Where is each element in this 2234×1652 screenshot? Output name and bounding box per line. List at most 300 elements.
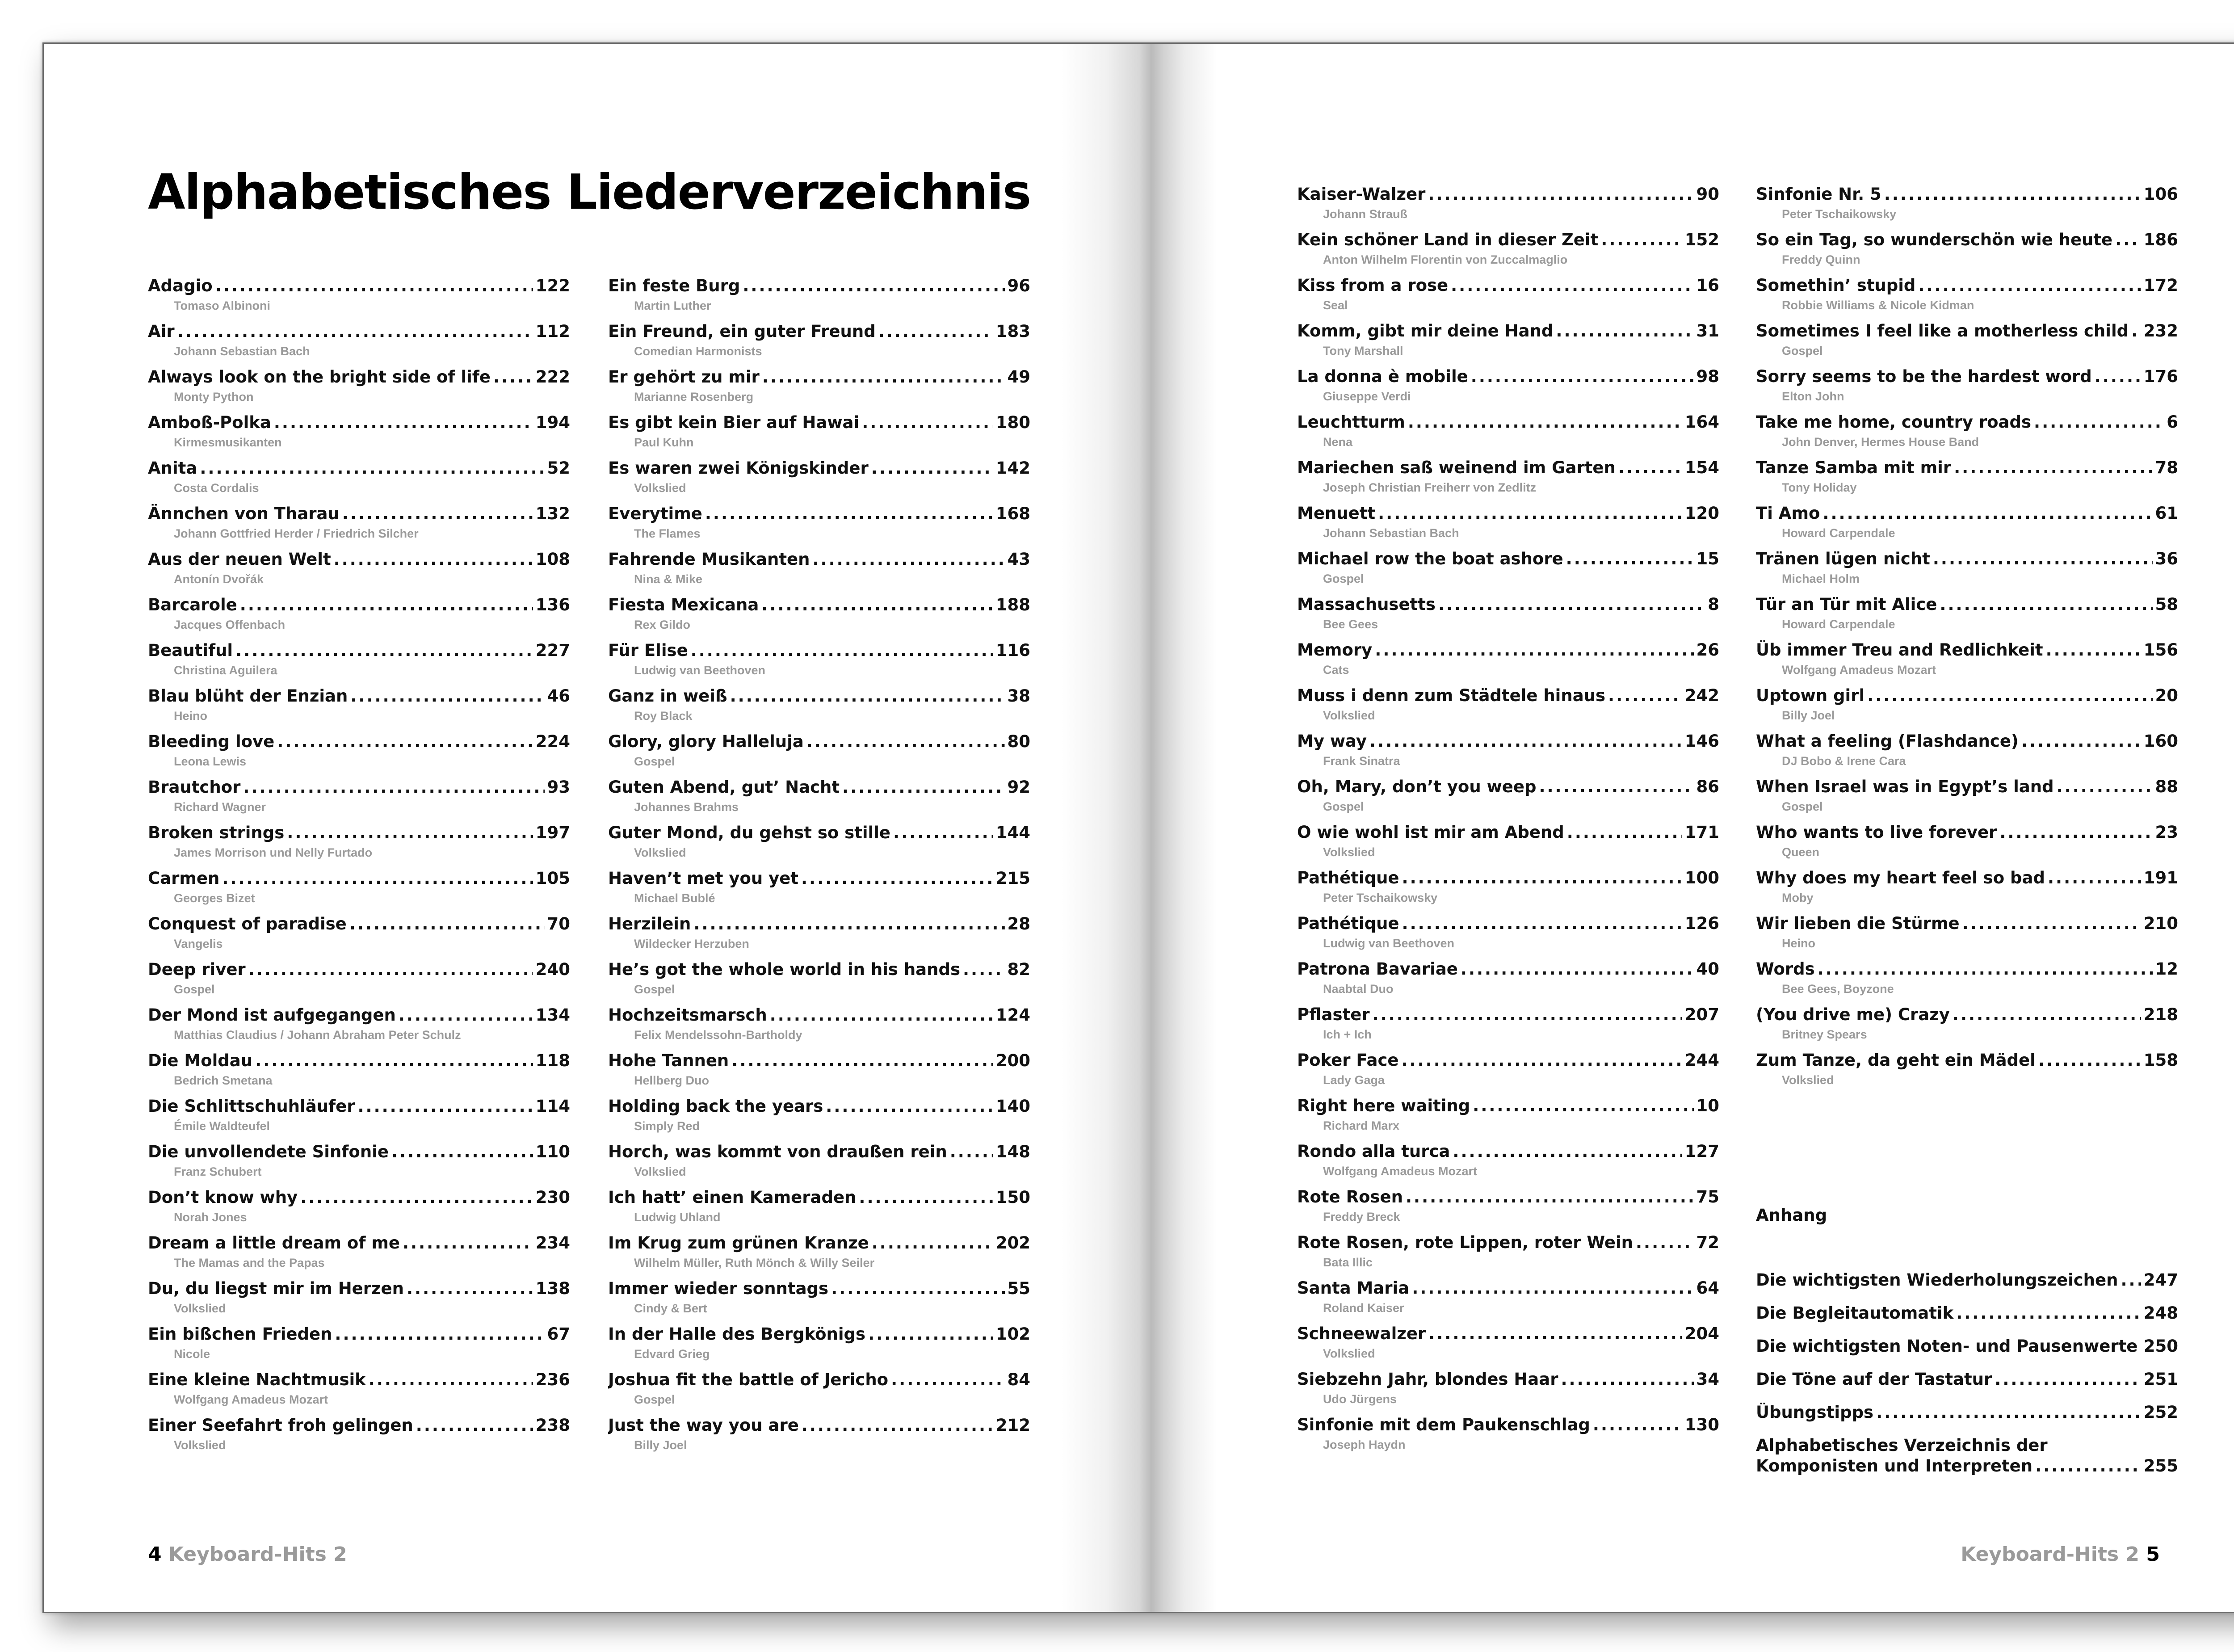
song-title: Holding back the years xyxy=(608,1097,823,1116)
artist-name: Johann Strauß xyxy=(1323,207,1408,221)
artist-name: Tony Marshall xyxy=(1323,344,1403,357)
dot-leader xyxy=(334,550,533,569)
song-title: Adagio xyxy=(148,276,213,295)
song-title: Haven’t met you yet xyxy=(608,869,798,888)
song-title: Don’t know why xyxy=(148,1188,298,1207)
song-title: Conquest of paradise xyxy=(148,914,347,933)
song-title: Aus der neuen Welt xyxy=(148,550,331,569)
appendix-entry xyxy=(1756,1370,2178,1403)
appendix-title: Übungstipps xyxy=(1756,1403,1874,1422)
index-entry xyxy=(1297,1415,1719,1461)
entry-line xyxy=(148,1097,570,1117)
page-number: 204 xyxy=(1684,1324,1719,1343)
dot-leader xyxy=(243,778,544,797)
entry-line xyxy=(608,778,1030,798)
page-number: 138 xyxy=(535,1279,570,1298)
song-title: Bleeding love xyxy=(148,732,275,751)
entry-line xyxy=(1297,823,1719,843)
artist-name: Heino xyxy=(1782,937,1816,950)
appendix-heading: Anhang xyxy=(1756,1206,1827,1225)
dot-leader xyxy=(730,686,1005,706)
page-number: 114 xyxy=(535,1097,570,1116)
song-title: Pathétique xyxy=(1297,914,1399,933)
index-entry xyxy=(1756,185,2178,230)
dot-leader xyxy=(806,732,1005,751)
artist-name: Howard Carpendale xyxy=(1782,526,1895,540)
page-number: 251 xyxy=(2143,1370,2178,1389)
index-entry xyxy=(1297,1142,1719,1187)
entry-line xyxy=(1297,640,1719,661)
dot-leader xyxy=(369,1370,533,1389)
song-title: Just the way you are xyxy=(608,1416,799,1435)
index-entry xyxy=(608,1370,1030,1416)
index-entry xyxy=(1297,230,1719,276)
page-number: 67 xyxy=(547,1324,570,1344)
entry-line xyxy=(148,1370,570,1391)
entry-line xyxy=(608,960,1030,980)
song-title: Horch, was kommt von draußen rein xyxy=(608,1142,947,1161)
page-number: 64 xyxy=(1696,1278,1719,1298)
song-title: Du, du liegst mir im Herzen xyxy=(148,1279,404,1298)
dot-leader xyxy=(1567,823,1682,842)
index-entry xyxy=(1756,504,2178,549)
dot-leader xyxy=(705,504,993,523)
page-number: 90 xyxy=(1696,185,1719,204)
page-number: 116 xyxy=(995,641,1030,660)
song-title: Everytime xyxy=(608,504,702,523)
index-entry xyxy=(1297,777,1719,823)
page-title: Alphabetisches Liederverzeichnis xyxy=(148,164,1031,220)
index-entry xyxy=(1297,185,1719,230)
song-title: Pflaster xyxy=(1297,1005,1370,1024)
open-book xyxy=(42,42,2234,1613)
index-entry xyxy=(148,1416,570,1461)
entry-line xyxy=(608,914,1030,935)
page-number: 250 xyxy=(2143,1337,2178,1356)
artist-name: James Morrison und Nelly Furtado xyxy=(174,846,373,859)
song-title: Right here waiting xyxy=(1297,1096,1470,1115)
song-title: Wir lieben die Stürme xyxy=(1756,914,1960,933)
dot-leader xyxy=(1401,1051,1682,1070)
artist-name: Monty Python xyxy=(174,390,254,404)
dot-leader xyxy=(878,322,993,341)
artist-name: Johann Sebastian Bach xyxy=(1323,526,1459,540)
book-title-left: Keyboard-Hits 2 xyxy=(168,1543,347,1566)
entry-line xyxy=(148,686,570,707)
page-number: 236 xyxy=(535,1370,570,1389)
artist-name: DJ Bobo & Irene Cara xyxy=(1782,754,1906,768)
page-number: 191 xyxy=(2143,868,2178,887)
song-title: When Israel was in Egypt’s land xyxy=(1756,777,2054,796)
page-number: 154 xyxy=(1684,458,1719,477)
page-number: 26 xyxy=(1696,640,1719,660)
artist-name: Matthias Claudius / Johann Abraham Peter Schulz xyxy=(174,1028,461,1042)
page-number: 252 xyxy=(2143,1403,2178,1422)
appendix-title-line1: Alphabetisches Verzeichnis der xyxy=(1756,1436,2048,1455)
entry-line xyxy=(148,367,570,388)
song-title: La donna è mobile xyxy=(1297,367,1468,386)
artist-name: Joseph Christian Freiherr von Zedlitz xyxy=(1323,481,1537,494)
dot-leader xyxy=(770,1005,993,1025)
index-entry xyxy=(1297,686,1719,731)
index-entry xyxy=(608,823,1030,869)
artist-name: Robbie Williams & Nicole Kidman xyxy=(1782,298,1974,312)
index-entry xyxy=(148,322,570,367)
song-title: Menuett xyxy=(1297,504,1376,523)
artist-name: Volkslied xyxy=(174,1438,226,1452)
index-entry xyxy=(1756,868,2178,914)
index-entry xyxy=(148,869,570,914)
song-title: Komm, gibt mir deine Hand xyxy=(1297,321,1554,340)
dot-leader xyxy=(1378,504,1682,523)
artist-name: Wolfgang Amadeus Mozart xyxy=(1782,663,1936,677)
entry-line xyxy=(608,322,1030,342)
dot-leader xyxy=(893,823,993,842)
entry-line xyxy=(1756,1337,2178,1357)
dot-leader xyxy=(862,413,993,432)
dot-leader xyxy=(1402,914,1682,933)
song-title: Carmen xyxy=(148,869,220,888)
entry-line xyxy=(1756,959,2178,980)
index-entry xyxy=(148,550,570,595)
page-number: 248 xyxy=(2143,1303,2178,1323)
artist-name: Volkslied xyxy=(1323,709,1375,722)
artist-name: The Mamas and the Papas xyxy=(174,1256,325,1269)
index-entry xyxy=(608,550,1030,595)
index-entry xyxy=(1297,1324,1719,1370)
index-entry xyxy=(1756,549,2178,595)
song-title: He’s got the whole world in his hands xyxy=(608,960,960,979)
entry-line xyxy=(1297,1415,1719,1436)
song-title: Für Elise xyxy=(608,641,688,660)
song-title: Words xyxy=(1756,959,1815,979)
page-number: 55 xyxy=(1007,1279,1030,1298)
dot-leader xyxy=(1373,1005,1682,1024)
song-title: Eine kleine Nachtmusik xyxy=(148,1370,366,1389)
page-number: 224 xyxy=(535,732,570,751)
dot-leader xyxy=(859,1188,993,1207)
left-page xyxy=(42,42,1151,1613)
dot-leader xyxy=(731,1051,993,1070)
dot-leader xyxy=(2121,1270,2141,1290)
page-number: 40 xyxy=(1696,959,1719,979)
dot-leader xyxy=(416,1416,533,1435)
dot-leader xyxy=(2048,868,2141,887)
index-entry xyxy=(1297,959,1719,1005)
index-entry xyxy=(1756,823,2178,868)
song-title: Anita xyxy=(148,458,197,478)
artist-name: Ich + Ich xyxy=(1323,1028,1372,1041)
page-number: 222 xyxy=(535,367,570,387)
page-number: 244 xyxy=(1684,1051,1719,1070)
index-entry xyxy=(148,1142,570,1188)
artist-name: Vangelis xyxy=(174,937,223,950)
page-number: 136 xyxy=(535,595,570,614)
dot-leader xyxy=(1822,504,2152,523)
page-number: 10 xyxy=(1696,1096,1719,1115)
page-number: 180 xyxy=(995,413,1030,432)
index-entry xyxy=(608,1188,1030,1233)
artist-name: Cindy & Bert xyxy=(634,1302,707,1315)
page-number: 12 xyxy=(2155,959,2178,979)
entry-line xyxy=(608,1005,1030,1026)
artist-name: Nicole xyxy=(174,1347,210,1361)
index-entry xyxy=(1297,1278,1719,1324)
page-number: 110 xyxy=(535,1142,570,1161)
page-number: 105 xyxy=(535,869,570,888)
song-title: Kaiser-Walzer xyxy=(1297,185,1426,204)
artist-name: Felix Mendelssohn-Bartholdy xyxy=(634,1028,802,1042)
entry-line xyxy=(1297,185,1719,205)
artist-name: Bee Gees xyxy=(1323,618,1378,631)
page-number: 52 xyxy=(547,458,570,478)
index-entry xyxy=(608,276,1030,322)
page-number: 82 xyxy=(1007,960,1030,979)
entry-line xyxy=(1756,321,2178,342)
artist-name: Johannes Brahms xyxy=(634,800,739,814)
artist-name: Peter Tschaikowsky xyxy=(1323,891,1438,904)
entry-line xyxy=(1297,959,1719,980)
artist-name: Kirmesmusikanten xyxy=(174,436,282,449)
entry-line xyxy=(1297,777,1719,798)
page-number: 158 xyxy=(2143,1051,2178,1070)
index-entry xyxy=(148,276,570,322)
artist-name: Seal xyxy=(1323,298,1348,312)
page-number: 80 xyxy=(1007,732,1030,751)
dot-leader xyxy=(1995,1370,2141,1389)
index-entry xyxy=(148,641,570,686)
dot-leader xyxy=(1884,185,2141,204)
song-title: Ich hatt’ einen Kameraden xyxy=(608,1188,857,1207)
dot-leader xyxy=(342,504,533,523)
song-title: Rote Rosen, rote Lippen, roter Wein xyxy=(1297,1233,1633,1252)
index-entry xyxy=(1297,595,1719,640)
index-entry xyxy=(1297,504,1719,549)
song-title: Barcarole xyxy=(148,595,237,614)
entry-line xyxy=(608,1097,1030,1117)
page-number: 218 xyxy=(2143,1005,2178,1024)
dot-leader xyxy=(2021,731,2141,751)
entry-line xyxy=(1297,276,1719,296)
entry-line xyxy=(608,595,1030,616)
song-title: Poker Face xyxy=(1297,1051,1399,1070)
appendix-title: Die Begleitautomatik xyxy=(1756,1303,1954,1323)
page-number: 183 xyxy=(995,322,1030,341)
song-title: Beautiful xyxy=(148,641,233,660)
index-entry xyxy=(1297,1187,1719,1233)
entry-line xyxy=(1756,1303,2178,1324)
artist-name: Bee Gees, Boyzone xyxy=(1782,982,1894,996)
dot-leader xyxy=(2035,1456,2141,1475)
artist-name: Gospel xyxy=(174,983,215,996)
artist-name: Freddy Breck xyxy=(1323,1210,1400,1223)
dot-leader xyxy=(1818,959,2153,979)
song-title: Ti Amo xyxy=(1756,504,1820,523)
index-column-4 xyxy=(1756,185,2178,1096)
page-number: 15 xyxy=(1696,549,1719,568)
dot-leader xyxy=(2095,367,2141,386)
index-entry xyxy=(148,595,570,641)
dot-leader xyxy=(1451,276,1693,295)
page-number: 86 xyxy=(1696,777,1719,796)
song-title: Ein feste Burg xyxy=(608,276,740,295)
page-number: 78 xyxy=(2155,458,2178,477)
entry-line xyxy=(608,823,1030,844)
dot-leader xyxy=(1402,868,1682,887)
song-title: My way xyxy=(1297,731,1367,751)
dot-leader xyxy=(2131,321,2141,340)
index-entry xyxy=(148,1188,570,1233)
entry-line xyxy=(148,1416,570,1436)
artist-name: Simply Red xyxy=(634,1119,700,1133)
dot-leader xyxy=(215,276,533,295)
artist-name: Naabtal Duo xyxy=(1323,982,1394,996)
page-number: 126 xyxy=(1684,914,1719,933)
entry-line xyxy=(1297,1324,1719,1345)
song-title: Sinfonie Nr. 5 xyxy=(1756,185,1881,204)
entry-line xyxy=(608,276,1030,297)
dot-leader xyxy=(277,732,533,751)
entry-line xyxy=(148,550,570,570)
index-entry xyxy=(1756,458,2178,504)
page-number: 96 xyxy=(1007,276,1030,295)
song-title: Ganz in weiß xyxy=(608,686,727,706)
entry-line xyxy=(1756,914,2178,934)
page-number: 75 xyxy=(1696,1187,1719,1206)
artist-name: Hellberg Duo xyxy=(634,1074,710,1087)
appendix-entry xyxy=(1756,1270,2178,1303)
page-number: 132 xyxy=(535,504,570,523)
artist-name: Udo Jürgens xyxy=(1323,1392,1397,1406)
page-number: 186 xyxy=(2143,230,2178,249)
right-page xyxy=(1151,42,2234,1613)
dot-leader xyxy=(693,914,1004,933)
index-entry xyxy=(1756,276,2178,321)
entry-line xyxy=(148,1324,570,1345)
index-entry xyxy=(148,1279,570,1324)
artist-name: Freddy Quinn xyxy=(1782,253,1860,266)
page-number: 207 xyxy=(1684,1005,1719,1024)
index-entry xyxy=(1297,412,1719,458)
song-title: Take me home, country roads xyxy=(1756,412,2032,432)
entry-line xyxy=(1756,640,2178,661)
page-number: 148 xyxy=(995,1142,1030,1161)
appendix-list xyxy=(1756,1270,2178,1489)
artist-name: Volkslied xyxy=(634,1165,686,1178)
artist-name: Ludwig Uhland xyxy=(634,1211,721,1224)
entry-line xyxy=(148,732,570,752)
page-number: 93 xyxy=(547,778,570,797)
page-number: 240 xyxy=(535,960,570,979)
artist-name: Volkslied xyxy=(634,846,686,859)
page-number: 112 xyxy=(535,322,570,341)
index-entry xyxy=(1756,230,2178,276)
song-title: Massachusetts xyxy=(1297,595,1436,614)
page-number: 122 xyxy=(535,276,570,295)
artist-name: Peter Tschaikowsky xyxy=(1782,207,1897,221)
index-entry xyxy=(148,1097,570,1142)
artist-name: Norah Jones xyxy=(174,1211,247,1224)
dot-leader xyxy=(812,550,1004,569)
index-entry xyxy=(1297,367,1719,412)
song-title: Zum Tanze, da geht ein Mädel xyxy=(1756,1051,2036,1070)
song-title: What a feeling (Flashdance) xyxy=(1756,731,2019,751)
entry-line xyxy=(608,869,1030,889)
song-title: O wie wohl ist mir am Abend xyxy=(1297,823,1564,842)
entry-line xyxy=(608,504,1030,525)
song-title: Rote Rosen xyxy=(1297,1187,1403,1206)
song-title: So ein Tag, so wunderschön wie heute xyxy=(1756,230,2113,249)
artist-name: Wolfgang Amadeus Mozart xyxy=(174,1393,328,1406)
page-number-left: 4 xyxy=(148,1543,162,1566)
entry-line xyxy=(608,686,1030,707)
entry-line xyxy=(148,595,570,616)
index-entry xyxy=(1297,1005,1719,1051)
index-entry xyxy=(1297,868,1719,914)
index-entry xyxy=(148,504,570,550)
artist-name: Britney Spears xyxy=(1782,1028,1867,1041)
index-entry xyxy=(608,1416,1030,1461)
artist-name: Gospel xyxy=(1323,800,1364,813)
entry-line xyxy=(1297,1278,1719,1299)
song-title: Kein schöner Land in dieser Zeit xyxy=(1297,230,1599,249)
artist-name: Richard Marx xyxy=(1323,1119,1400,1132)
song-title: Santa Maria xyxy=(1297,1278,1410,1298)
index-entry xyxy=(1756,367,2178,412)
song-title: Who wants to live forever xyxy=(1756,823,1997,842)
page-number: 242 xyxy=(1684,686,1719,705)
page-number: 92 xyxy=(1007,778,1030,797)
index-entry xyxy=(1297,1233,1719,1278)
artist-name: Howard Carpendale xyxy=(1782,618,1895,631)
artist-name: Billy Joel xyxy=(1782,709,1835,722)
entry-line xyxy=(608,1370,1030,1391)
song-title: Guten Abend, gut’ Nacht xyxy=(608,778,840,797)
dot-leader xyxy=(1867,686,2152,705)
dot-leader xyxy=(2046,640,2141,660)
dot-leader xyxy=(842,778,1004,797)
entry-line xyxy=(1756,777,2178,798)
entry-line xyxy=(1756,230,2178,251)
entry-line xyxy=(1297,1142,1719,1162)
entry-line xyxy=(148,960,570,980)
song-title: Deep river xyxy=(148,960,246,979)
song-title: Er gehört zu mir xyxy=(608,367,760,387)
entry-line xyxy=(1756,595,2178,615)
page-number: 31 xyxy=(1696,321,1719,340)
entry-line xyxy=(1297,914,1719,934)
entry-line xyxy=(1756,1370,2178,1390)
folio-right xyxy=(1961,1543,2160,1566)
artist-name: Cats xyxy=(1323,663,1349,677)
index-entry xyxy=(148,458,570,504)
index-entry xyxy=(1297,1370,1719,1415)
dot-leader xyxy=(891,1370,1004,1389)
appendix-entry xyxy=(1756,1303,2178,1337)
appendix-entry xyxy=(1756,1436,2178,1489)
page-number: 238 xyxy=(535,1416,570,1435)
entry-line xyxy=(608,1416,1030,1436)
artist-name: Elton John xyxy=(1782,390,1844,403)
entry-line xyxy=(608,458,1030,479)
dot-leader xyxy=(407,1279,533,1298)
entry-line xyxy=(1297,367,1719,387)
song-title: Dream a little dream of me xyxy=(148,1233,400,1253)
page-number: 127 xyxy=(1684,1142,1719,1161)
dot-leader xyxy=(399,1005,533,1025)
dot-leader xyxy=(2038,1051,2141,1070)
dot-leader xyxy=(1438,595,1705,614)
